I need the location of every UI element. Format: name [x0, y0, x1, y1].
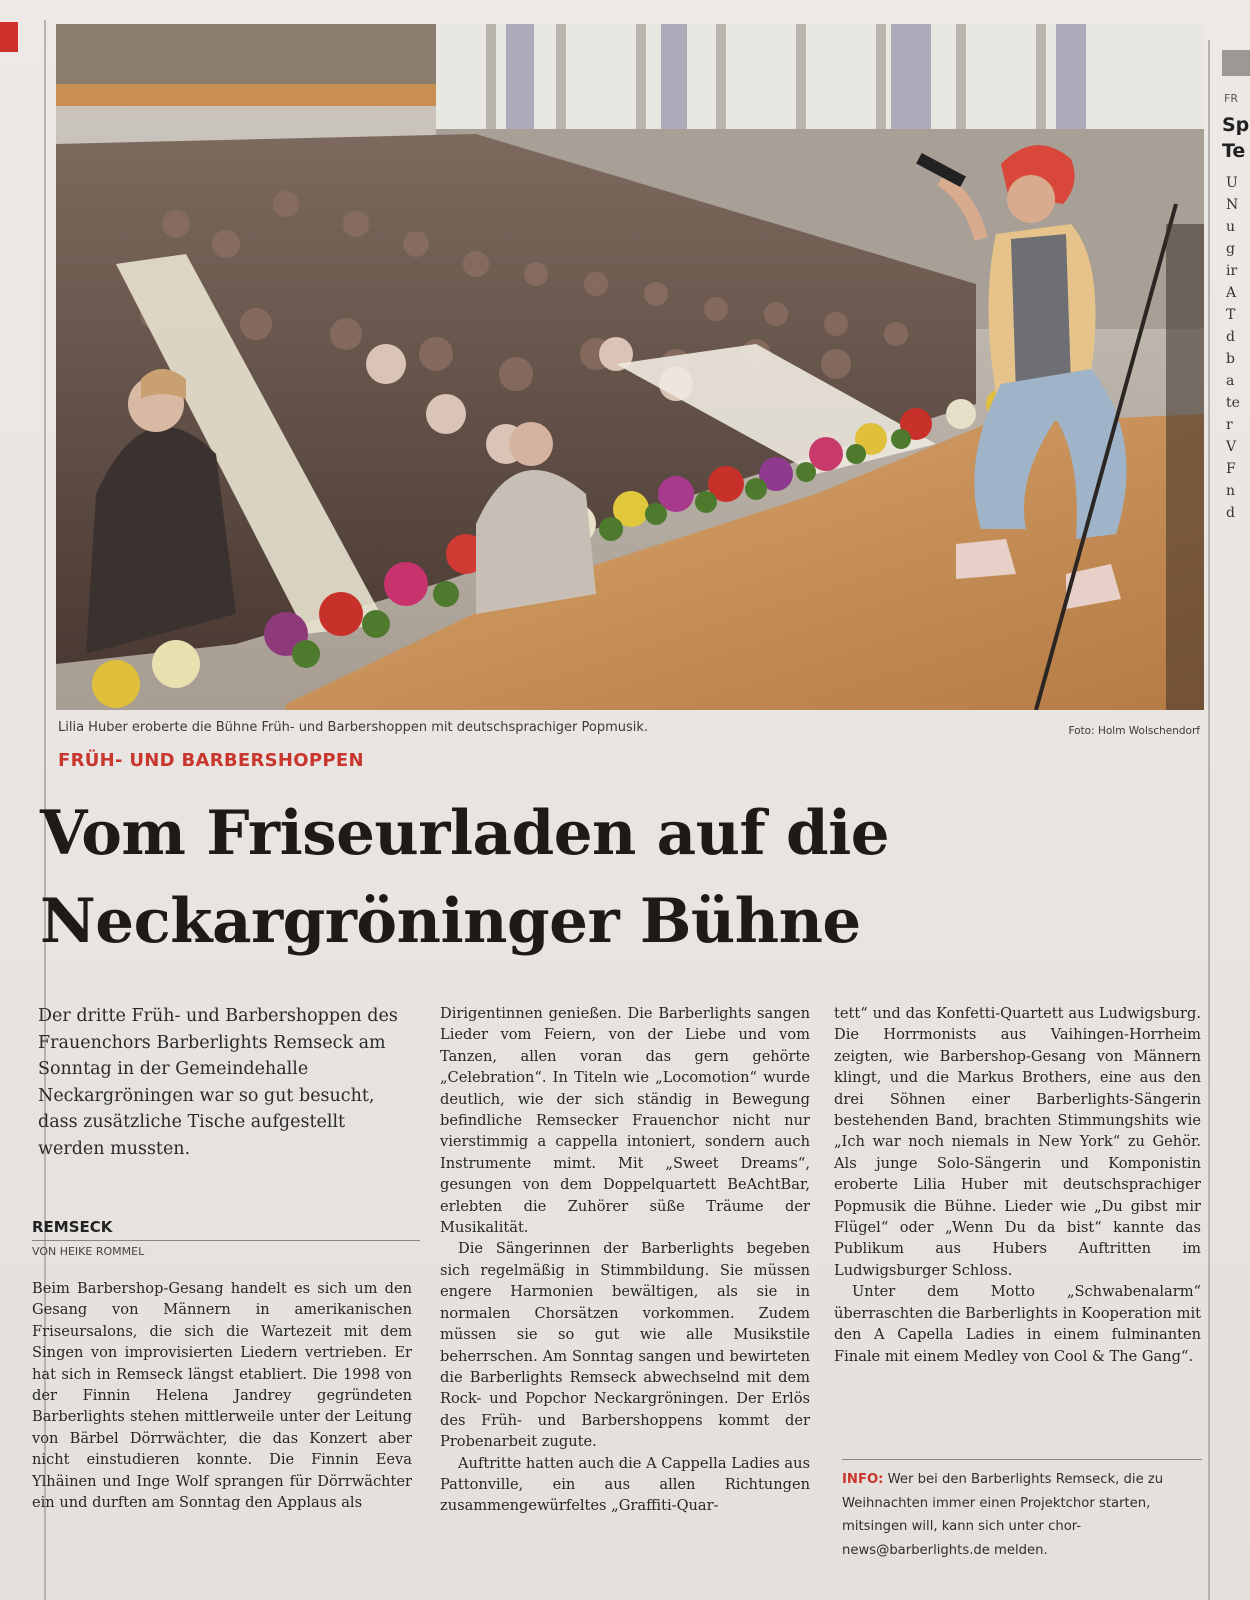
adjacent-text-fragment: N [1226, 197, 1239, 213]
adjacent-text-fragment: r [1226, 417, 1233, 433]
article-column-1 [32, 1278, 412, 1513]
adjacent-headline-line-1: Sp [1222, 114, 1250, 136]
adjacent-article-headline [1222, 112, 1249, 164]
article-column-3 [834, 1003, 1201, 1367]
adjacent-text-fragment: n [1226, 483, 1236, 499]
paragraph: Beim Barbershop-Gesang handelt es sich um den Gesang von Männern in amerikanischen Friseursalons, die sich die Wartezeit mit dem Singen von improvisierten Liedern vertrieben. Er hat sich in Remseck längst etabliert. Die 1998 von der Finnin Helena Jandrey gegründeten Barberlights stehen mittlerweile unter der Leitung von Bärbel Dörrwächter, die das Konzert aber nicht einstudieren konnte. Die Finnin Eeva Ylhäinen und Inge Wolf sprangen für Dörrwächter ein und durften am Sonntag den Applaus als [32, 1280, 412, 1512]
adjacent-article-box [1222, 50, 1250, 76]
adjacent-text-fragment: d [1226, 505, 1235, 521]
article-kicker: FRÜH- UND BARBERSHOPPEN [58, 750, 364, 771]
photo-caption: Lilia Huber eroberte die Bühne Früh- und Barbershoppen mit deutschsprachiger Popmusik. [58, 720, 649, 735]
info-rule [842, 1459, 1202, 1460]
adjacent-text-fragment: a [1226, 373, 1235, 389]
concert-photo [56, 24, 1204, 710]
adjacent-text-fragment: U [1226, 175, 1238, 191]
adjacent-text-fragment: g [1226, 241, 1235, 257]
adjacent-text-fragment: ir [1226, 263, 1238, 279]
dateline-rule [32, 1240, 420, 1241]
adjacent-article-kicker: FR [1224, 92, 1238, 105]
adjacent-text-fragment: F [1226, 461, 1236, 477]
adjacent-text-fragment: T [1226, 307, 1236, 323]
adjacent-text-fragment: d [1226, 329, 1235, 345]
article-column-2 [440, 1003, 810, 1517]
article-lead: Der dritte Früh- und Barbershoppen des Frauenchors Barberlights Remseck am Sonntag in der Gemeindehalle Neckargröningen war so gut besucht, dass zusätzliche Tische aufgestellt werden mussten. [38, 1006, 398, 1159]
adjacent-text-fragment: u [1226, 219, 1236, 235]
red-corner-mark [0, 22, 18, 52]
article-headline [40, 790, 1200, 966]
photo-credit: Foto: Holm Wolschendorf [1068, 725, 1200, 737]
headline-line-2: Neckargröninger Bühne [40, 886, 861, 957]
adjacent-text-fragment: V [1226, 439, 1237, 455]
byline: VON HEIKE ROMMEL [32, 1245, 145, 1258]
paragraph: Die Sängerinnen der Barberlights begeben sich regelmäßig in Stimmbildung. Sie müssen engere Harmonien bewältigen, als sie in normalen Chorsätzen vorkommen. Zudem müssen sie so gut wie alle Musikstile beherrschen. Am Sonntag sangen und bewirteten die Barberlights Remseck abwechselnd mit dem Rock- und Popchor Neckargröningen. Der Erlös des Früh- und Barbershoppens kommt der Probenarbeit zugute. [440, 1240, 810, 1451]
paragraph: tett“ und das Konfetti-Quartett aus Ludwigsburg. Die Horrmonists aus Vaihingen-Horrheim zeigten, wie Barbershop-Gesang von Männern klingt, und die Markus Brothers, eine aus den drei Söhnen einer Barberlights-Sängerin bestehenden Band, brachten Stimmungshits wie „Ich war noch niemals in New York“ zu Gehör. Als junge Solo-Sängerin und Komponistin eroberte Lilia Huber mit deutschsprachiger Popmusik die Bühne. Lieder wie „Du gibst mir Flügel“ oder „Wenn Du da bist“ kannte das Publikum aus Hubers Auftritten im Ludwigsburger Schloss. [834, 1005, 1201, 1279]
adjacent-article-text [1226, 172, 1250, 524]
adjacent-headline-line-2: Te [1222, 140, 1246, 162]
paragraph: Dirigentinnen genießen. Die Barberlights sangen Lieder vom Feiern, von der Liebe und vom Tanzen, allen voran das gern gehörte „Celebration“. In Titeln wie „Locomotion“ wurde deutlich, wie der sich ständig in Bewegung befindliche Remsecker Frauenchor nicht nur vierstimmig a cappella intoniert, sondern auch Instrumente mimt. Mit „Sweet Dreams“, gesungen von dem Doppelquartett BeAchtBar, erlebten die Zuhörer süße Träume der Musikalität. [440, 1005, 810, 1237]
paragraph: Unter dem Motto „Schwabenalarm“ überraschten die Barberlights in Kooperation mit den A Capella Ladies in einem fulminanten Finale mit einem Medley von Cool & The Gang“. [834, 1283, 1201, 1365]
info-label: INFO: [842, 1472, 884, 1487]
info-box [842, 1468, 1204, 1562]
info-text: Wer bei den Barberlights Remseck, die zu Weihnachten immer einen Projektchor starten, mitsingen will, kann sich unter chor-news@barberlights.de melden. [842, 1472, 1164, 1558]
paragraph: Auftritte hatten auch die A Cappella Ladies aus Pattonville, ein aus allen Richtungen zusammengewürfeltes „Graffiti-Quar- [440, 1454, 810, 1515]
adjacent-text-fragment: te [1226, 395, 1240, 411]
right-column-rule [1208, 40, 1210, 1600]
adjacent-text-fragment: A [1226, 285, 1237, 301]
headline-line-1: Vom Friseurladen auf die [40, 798, 890, 869]
dateline: REMSECK [32, 1218, 113, 1236]
adjacent-text-fragment: b [1226, 351, 1235, 367]
